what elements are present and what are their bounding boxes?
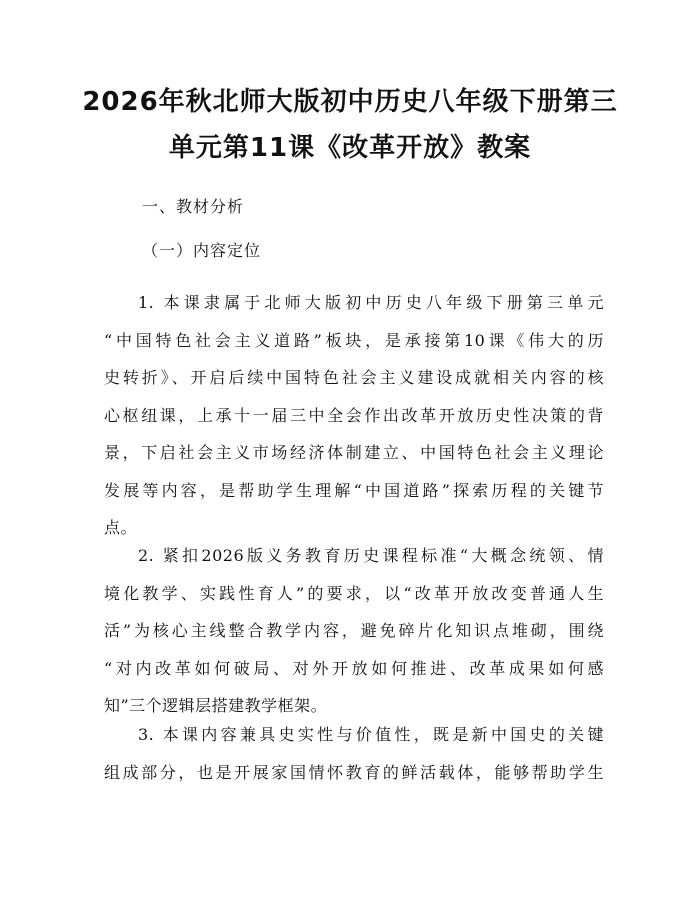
paragraph-line: 史转折》、开启后续中国特色社会主义建设成就相关内容的核	[104, 368, 604, 387]
section-heading: 一、教材分析	[142, 197, 245, 216]
paragraph-line: 点。	[104, 518, 138, 537]
paragraph-line: 组成部分，也是开展家国情怀教育的鲜活载体，能够帮助学生	[104, 762, 604, 782]
paragraph-line: 境化教学、实践性育人”的要求，以“改革开放改变普通人生	[104, 583, 604, 603]
paragraph-line: “中国特色社会主义道路”板块，是承接第10课《伟大的历	[104, 330, 604, 350]
paragraph-line: “对内改革如何破局、对外开放如何推进、改革成果如何感	[104, 658, 604, 678]
subsection-heading: （一）内容定位	[142, 241, 262, 260]
paragraph-line: 3. 本课内容兼具史实性与价值性，既是新中国史的关键	[138, 725, 604, 744]
paragraph-line: 2. 紧扣2026版义务教育历史课程标准“大概念统领、情	[138, 546, 604, 565]
paragraph-1	[104, 284, 604, 547]
paragraph-line: 景，下启社会主义市场经济体制建立、中国特色社会主义理论	[104, 443, 604, 462]
paragraph-line: 知”三个逻辑层搭建教学框架。	[104, 696, 328, 715]
paragraph-2	[104, 537, 604, 725]
paragraph-line: 心枢纽课，上承十一届三中全会作出改革开放历史性决策的背	[104, 405, 604, 425]
paragraph-line: 活”为核心主线整合教学内容，避免碎片化知识点堆砌，围绕	[104, 621, 604, 640]
document-title-line-1: 2026年秋北师大版初中历史八年级下册第三	[82, 87, 618, 117]
paragraph-line: 1. 本课隶属于北师大版初中历史八年级下册第三单元	[138, 293, 604, 312]
document-title-line-2: 单元第11课《改革开放》教案	[168, 133, 532, 163]
paragraph-3	[104, 716, 604, 791]
paragraph-line: 发展等内容，是帮助学生理解“中国道路”探索历程的关键节	[104, 480, 604, 500]
